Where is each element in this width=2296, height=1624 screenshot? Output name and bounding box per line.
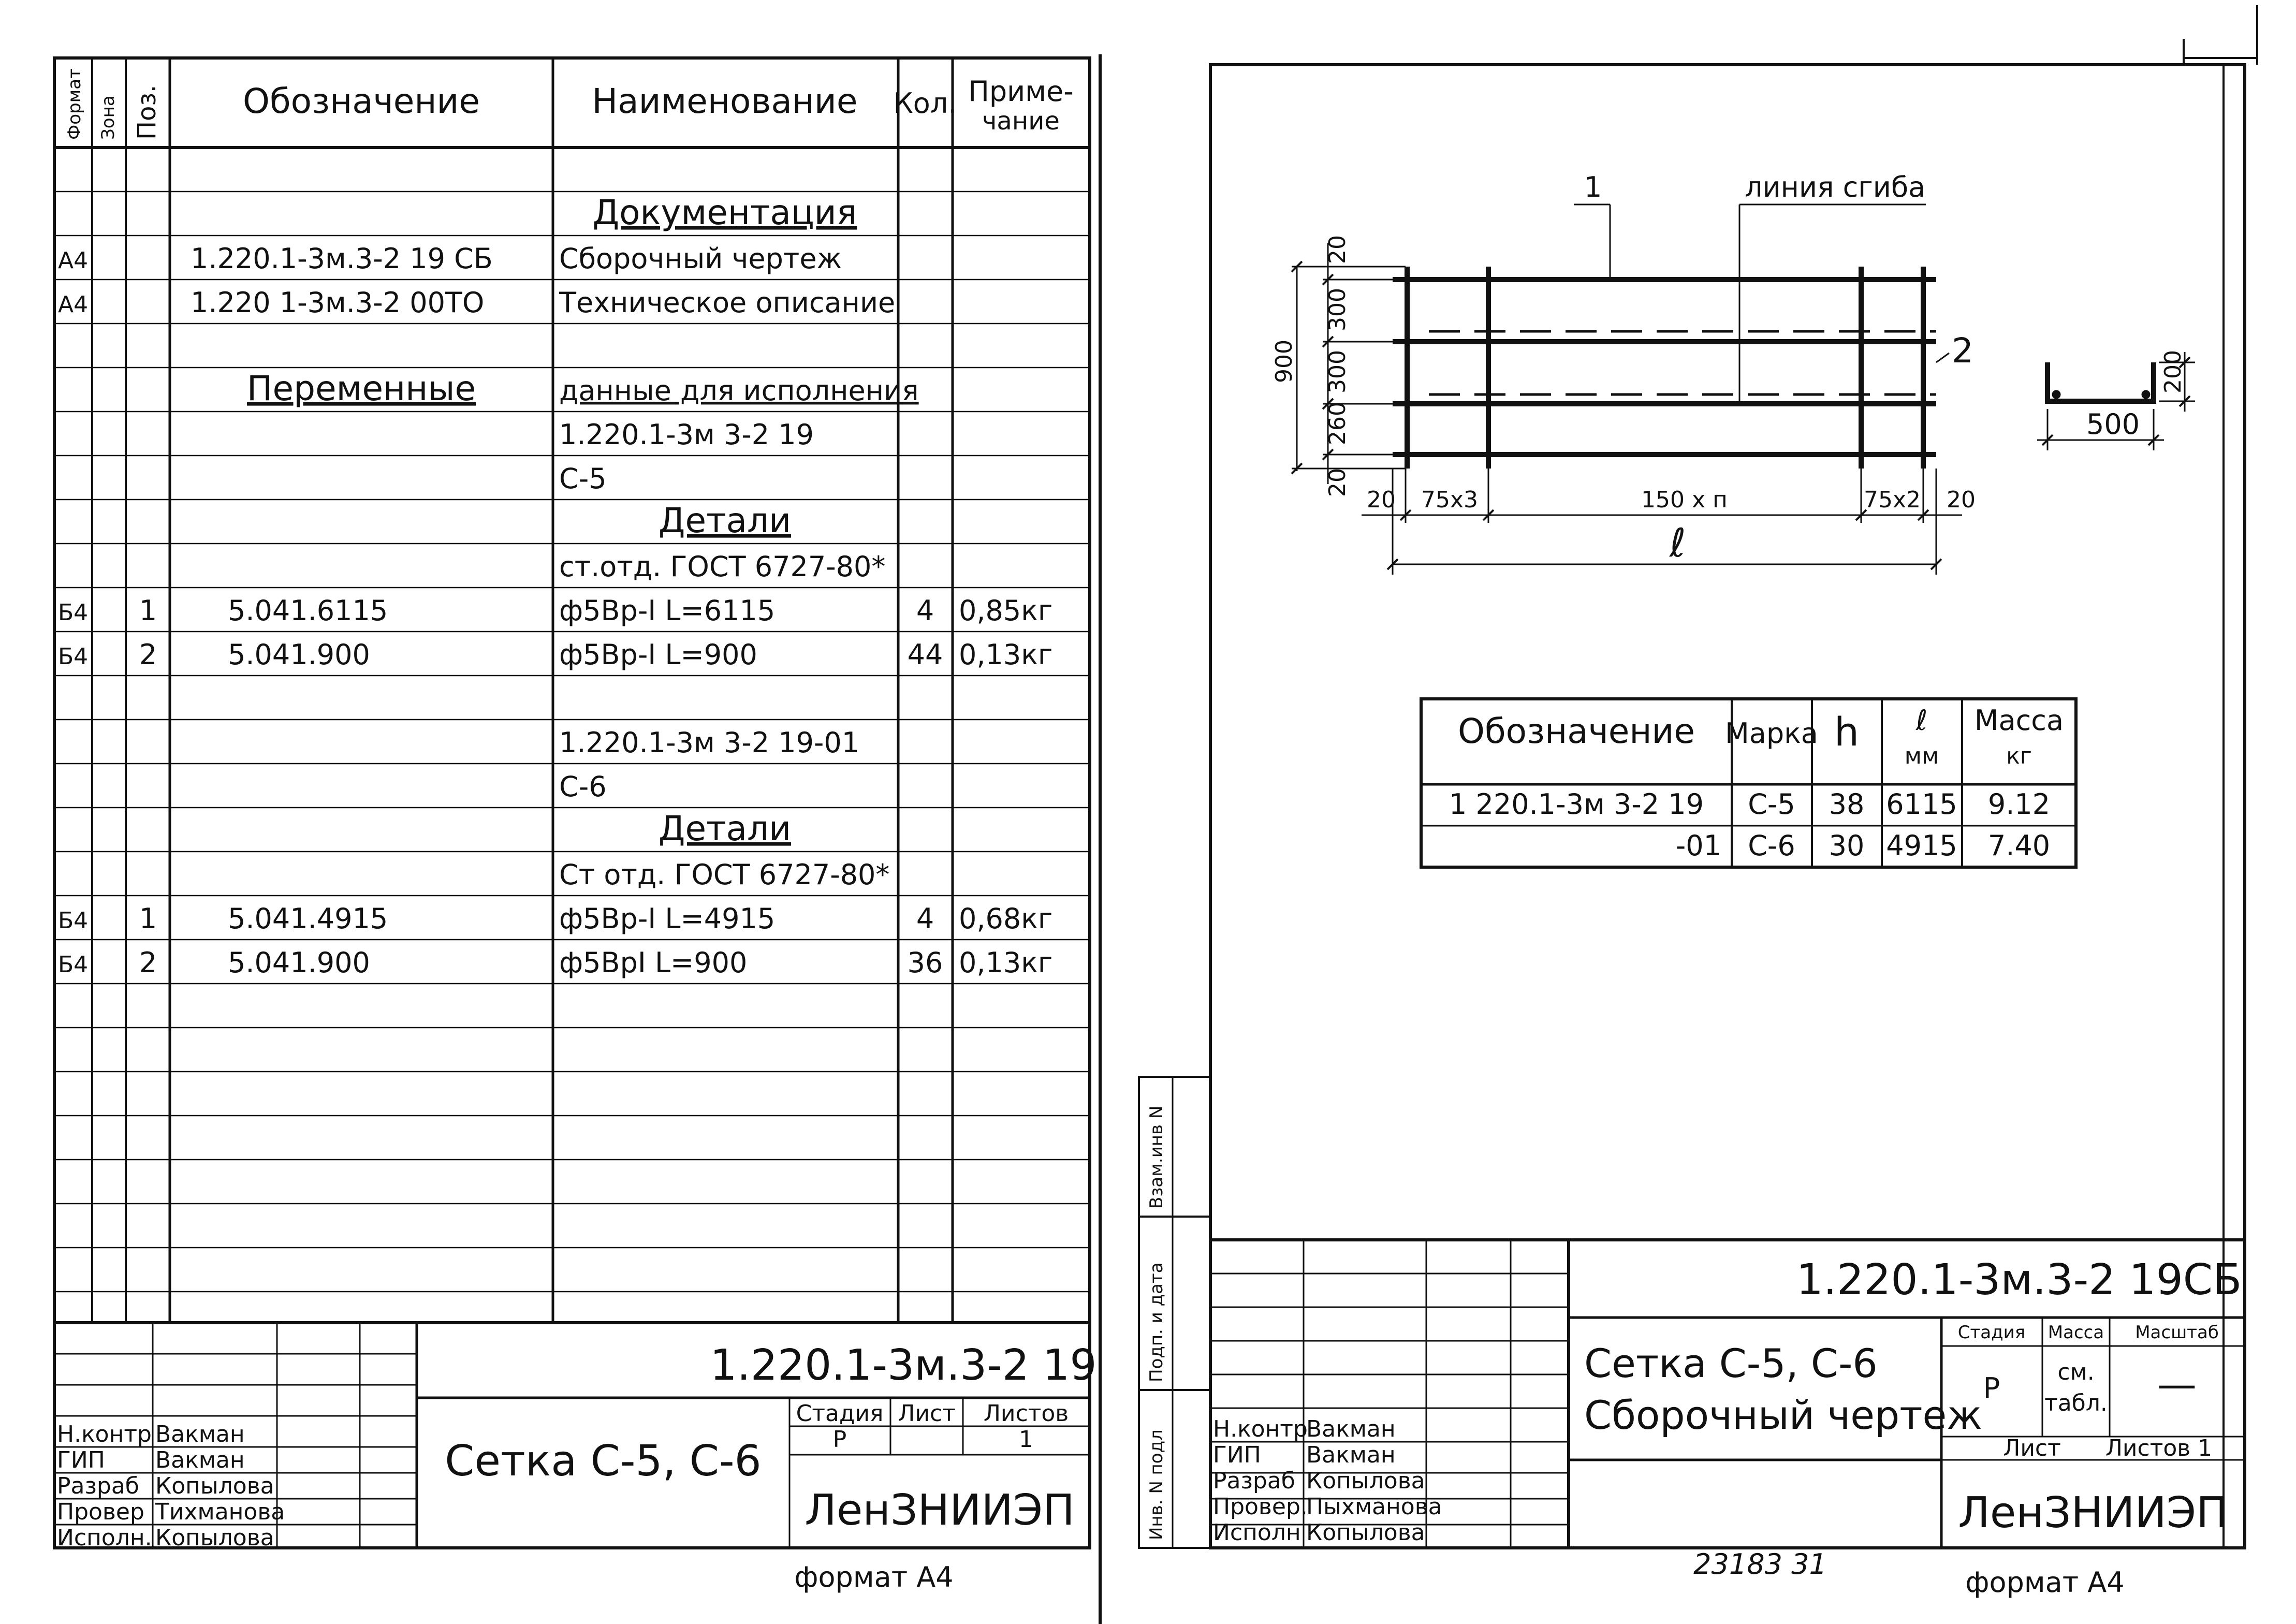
stamp-person: Вакман <box>155 1421 245 1447</box>
stamp-person: Тихманова <box>155 1499 285 1525</box>
stamp-person: Копылова <box>155 1525 274 1551</box>
vt-header-designation: Обозначение <box>1458 711 1695 751</box>
vt-row1-mass: 9.12 <box>1987 788 2051 821</box>
assembly-stamp-sheets-label: Листов 1 <box>2105 1435 2213 1461</box>
spec-cell-name: ф5Вр-I L=900 <box>559 638 757 671</box>
assembly-stamp-org: ЛенЗНИИЭП <box>1958 1488 2228 1538</box>
spec-cell-name: данные для исполнения <box>559 374 919 407</box>
callout-pos2: 2 <box>1952 331 1973 371</box>
spec-cell-qty: 4 <box>916 594 934 627</box>
spec-cell-qty: 36 <box>907 946 943 979</box>
dim-h150xn: 150 х п <box>1641 487 1728 513</box>
dim-v260: 260 <box>1324 402 1351 445</box>
spec-cell-note: 0,13кг <box>959 946 1053 979</box>
vt-row2-mass: 7.40 <box>1987 829 2051 862</box>
stamp-role: Исполн <box>1213 1519 1301 1546</box>
col-header-note-1: Приме- <box>968 75 1074 108</box>
spec-stamp <box>57 1341 1097 1593</box>
assembly-stamp-scale: — <box>2157 1361 2197 1407</box>
stamp-person: Копылова <box>155 1473 274 1499</box>
spec-row <box>559 550 885 583</box>
spec-row <box>559 418 814 451</box>
stamp-role: Н.контр <box>1213 1416 1308 1442</box>
vt-header-h: h <box>1834 709 1860 755</box>
section-dimensions <box>2086 350 2186 441</box>
stamp-role: ГИП <box>57 1447 105 1473</box>
spec-stamp-sheets: 1 <box>1019 1426 1033 1453</box>
vt-header-l-unit: мм <box>1904 743 1939 769</box>
assembly-stamp-mass-1: см. <box>2057 1359 2095 1385</box>
spec-cell-name: Ст отд. ГОСТ 6727-80* <box>559 858 890 891</box>
spec-cell-pos: 1 <box>139 902 157 935</box>
spec-cell-format: Б4 <box>58 643 89 670</box>
spec-row <box>559 462 607 495</box>
assembly-stamp-title-2: Сборочный чертеж <box>1584 1392 1982 1438</box>
spec-row <box>58 242 842 275</box>
callout-bend-line: линия сгиба <box>1745 171 1926 203</box>
spec-row <box>247 369 919 408</box>
vt-header-l: ℓ <box>1915 704 1928 737</box>
spec-cell-name: ф5Вр-I L=6115 <box>559 594 776 627</box>
spec-row <box>593 193 857 232</box>
stamp-role: Разраб <box>57 1473 139 1499</box>
stamp-person: Пыхманова <box>1306 1494 1442 1520</box>
vt-row1-l: 6115 <box>1886 788 1957 821</box>
stamp-role: ГИП <box>1213 1442 1261 1468</box>
spec-cell-name: С-5 <box>559 462 607 495</box>
vt-row2-designation: -01 <box>1675 829 1721 862</box>
dim-v20-bot: 20 <box>1324 468 1351 497</box>
vt-row1-mark: С-5 <box>1748 788 1795 821</box>
vt-header-mark: Марка <box>1725 717 1818 750</box>
dim-v300-a: 300 <box>1324 288 1351 331</box>
mesh-dimensions <box>1271 171 1976 566</box>
spec-cell-note: 0,68кг <box>959 902 1053 935</box>
spec-cell-name: ф5Вр-I L=4915 <box>559 902 776 935</box>
vt-header-mass: Масса <box>1974 704 2064 737</box>
spec-cell-name: С-6 <box>559 770 607 803</box>
spec-cell-qty: 4 <box>916 902 934 935</box>
vt-row2-l: 4915 <box>1886 829 1957 862</box>
assembly-sheet <box>1139 5 2257 1548</box>
dim-h75x2: 75х2 <box>1864 487 1921 513</box>
spec-header <box>64 68 1074 140</box>
spec-stamp-title: Сетка С-5, С-6 <box>445 1437 762 1486</box>
spec-cell-designation: Переменные <box>246 369 476 408</box>
vt-row2-h: 30 <box>1829 829 1865 862</box>
spec-cell-name: Сборочный чертеж <box>559 242 842 275</box>
stamp-person: Вакман <box>155 1447 245 1473</box>
spec-row <box>659 809 791 848</box>
spec-cell-format: А4 <box>58 291 89 318</box>
spec-cell-format: Б4 <box>58 908 89 934</box>
spec-cell-format: Б4 <box>58 599 89 626</box>
assembly-stamp-sheet-label: Лист <box>2003 1435 2061 1461</box>
spec-sheet <box>54 58 1090 1548</box>
spec-row <box>559 770 607 803</box>
spec-cell-designation: 1.220 1-3м.3-2 00ТО <box>191 286 485 319</box>
spec-stamp-sheet-label: Лист <box>898 1400 956 1427</box>
archive-number: 23183 31 <box>1693 1548 1827 1581</box>
spec-stamp-org: ЛенЗНИИЭП <box>805 1486 1075 1535</box>
spec-row <box>58 946 1052 979</box>
spec-cell-name: Документация <box>592 193 857 232</box>
spec-row <box>58 902 1052 935</box>
spec-row <box>58 638 1052 671</box>
assembly-stamp-scale-label: Масштаб <box>2135 1322 2219 1343</box>
col-header-zone: Зона <box>98 95 119 140</box>
assembly-stamp-stage: Р <box>1983 1372 2000 1404</box>
side-label-inventory: Инв. N подл <box>1146 1429 1167 1540</box>
spec-stamp-code: 1.220.1-3м.3-2 19 <box>710 1341 1097 1390</box>
spec-row <box>58 594 1052 627</box>
spec-cell-note: 0,13кг <box>959 638 1053 671</box>
spec-stamp-stage-label: Стадия <box>796 1400 884 1427</box>
side-labels <box>1146 1106 1167 1540</box>
spec-cell-pos: 2 <box>139 638 157 671</box>
spec-stamp-roles <box>57 1421 285 1551</box>
spec-cell-pos: 2 <box>139 946 157 979</box>
spec-format-note: формат А4 <box>794 1561 954 1593</box>
assembly-stamp-code: 1.220.1-3м.3-2 19СБ <box>1796 1255 2242 1305</box>
spec-cell-designation: 5.041.900 <box>228 638 370 671</box>
spec-cell-name: Техническое описание <box>559 286 896 319</box>
spec-row <box>659 501 791 540</box>
dim-h20-left: 20 <box>1367 487 1396 513</box>
stamp-person: Вакман <box>1306 1442 1396 1468</box>
col-header-name: Наименование <box>592 81 858 121</box>
stamp-person: Вакман <box>1306 1416 1396 1442</box>
vt-header-mass-unit: кг <box>2006 743 2032 769</box>
spec-cell-format: Б4 <box>58 952 89 978</box>
dim-section-500: 500 <box>2086 408 2140 441</box>
dim-length-l: ℓ <box>1670 520 1686 566</box>
spec-cell-designation: 5.041.900 <box>228 946 370 979</box>
stamp-role: Н.контр <box>57 1421 152 1447</box>
spec-cell-designation: 5.041.4915 <box>228 902 388 935</box>
spec-rows <box>58 193 1052 979</box>
side-label-replacement: Взам.инв N <box>1146 1105 1167 1209</box>
callout-pos1: 1 <box>1584 171 1602 203</box>
spec-cell-note: 0,85кг <box>959 594 1053 627</box>
vt-row1-h: 38 <box>1829 788 1865 821</box>
col-header-note-2: чание <box>982 107 1060 136</box>
spec-cell-qty: 44 <box>907 638 943 671</box>
col-header-qty: Кол. <box>893 87 957 120</box>
stamp-role: Разраб <box>1213 1468 1295 1494</box>
spec-cell-format: А4 <box>58 247 89 274</box>
spec-cell-name: 1.220.1-3м 3-2 19-01 <box>559 726 860 759</box>
stamp-role: Провер <box>57 1499 144 1525</box>
spec-row <box>559 858 889 891</box>
spec-cell-name: Детали <box>658 501 792 540</box>
stamp-role: Провер. <box>1213 1494 1308 1520</box>
dim-v20-top: 20 <box>1324 235 1351 264</box>
spec-row <box>559 726 859 759</box>
spec-cell-name: ф5ВрI L=900 <box>559 946 748 979</box>
spec-cell-name: 1.220.1-3м 3-2 19 <box>559 418 814 451</box>
dim-h20-right: 20 <box>1947 487 1976 513</box>
dim-v900: 900 <box>1271 340 1297 383</box>
spec-cell-pos: 1 <box>139 594 157 627</box>
assembly-stamp-roles <box>1213 1416 1442 1546</box>
side-label-signature: Подп. и дата <box>1146 1262 1167 1382</box>
assembly-stamp-mass-label: Масса <box>2048 1322 2104 1343</box>
mesh-plan <box>1292 204 1962 575</box>
dim-h75x3: 75х3 <box>1421 487 1479 513</box>
spec-frame <box>54 58 1090 1548</box>
spec-cell-designation: 1.220.1-3м.3-2 19 СБ <box>191 242 493 275</box>
spec-cell-designation: 5.041.6115 <box>228 594 388 627</box>
stamp-role: Исполн. <box>57 1525 152 1551</box>
col-header-pos: Поз. <box>133 84 162 140</box>
col-header-designation: Обозначение <box>243 81 480 121</box>
spec-row <box>58 286 895 319</box>
stamp-person: Копылова <box>1306 1468 1425 1494</box>
spec-stamp-stage: Р <box>832 1426 847 1453</box>
spec-cell-name: ст.отд. ГОСТ 6727-80* <box>559 550 886 583</box>
col-header-format: Формат <box>64 68 85 140</box>
assembly-stamp-mass-2: табл. <box>2044 1390 2108 1416</box>
vt-row2-mark: С-6 <box>1748 829 1795 862</box>
dim-section-200: 200 <box>2160 350 2186 393</box>
assembly-stamp-stage-label: Стадия <box>1957 1322 2026 1343</box>
spec-cell-name: Детали <box>658 809 792 848</box>
stamp-person: Копылова <box>1306 1519 1425 1546</box>
dim-v300-b: 300 <box>1324 350 1351 393</box>
spec-stamp-sheets-label: Листов <box>983 1400 1069 1427</box>
assembly-format-note: формат А4 <box>1965 1566 2125 1599</box>
assembly-stamp-title-1: Сетка С-5, С-6 <box>1584 1340 1878 1386</box>
vt-row1-designation: 1 220.1-3м 3-2 19 <box>1449 788 1704 821</box>
